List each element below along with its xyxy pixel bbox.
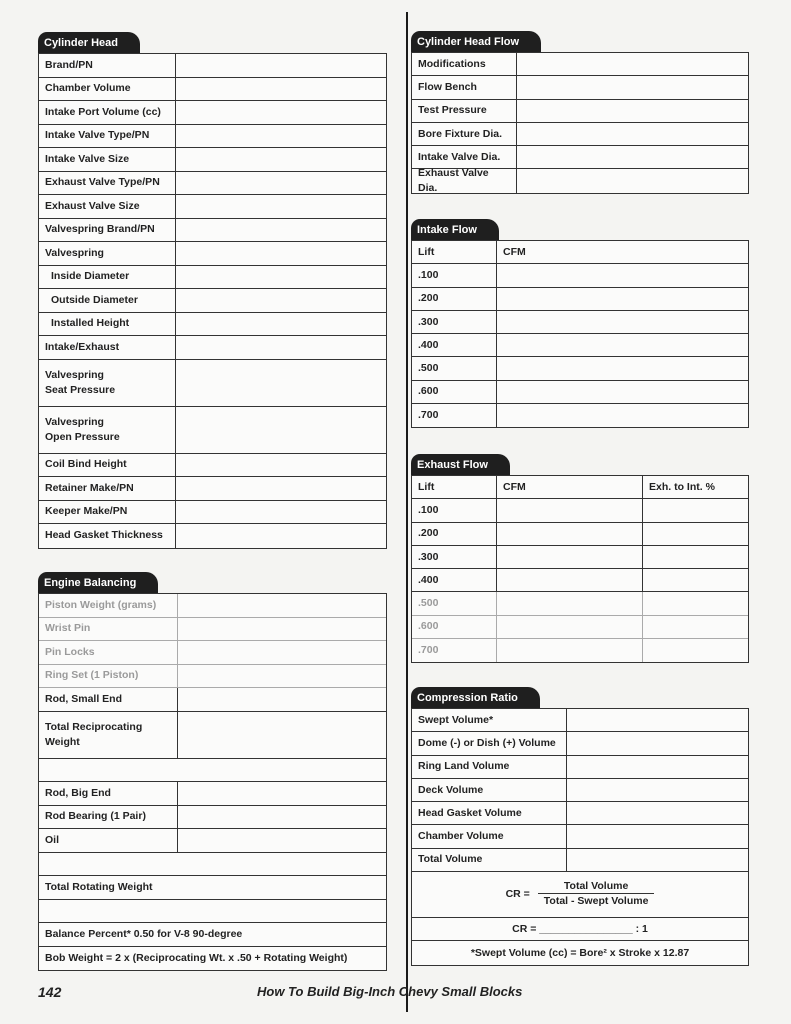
label-cell: .700: [412, 404, 497, 427]
entry-field[interactable]: [567, 709, 748, 731]
entry-field[interactable]: [178, 665, 386, 688]
column-divider: [406, 12, 408, 1012]
table-row: [39, 195, 386, 219]
section-tab: Exhaust Flow: [411, 454, 510, 475]
table-row: [412, 264, 748, 287]
label-cell: Ring Land Volume: [412, 756, 567, 778]
page-number: 142: [38, 984, 62, 1000]
entry-field[interactable]: [567, 732, 748, 754]
entry-field[interactable]: [567, 825, 748, 847]
table-row: [39, 876, 386, 900]
table-row: [39, 242, 386, 266]
table-row: [39, 594, 386, 618]
table-row: [39, 360, 386, 407]
label-cell: .200: [412, 288, 497, 310]
cfm-field[interactable]: [497, 569, 643, 591]
label-cell: .100: [412, 499, 497, 521]
label-cell: Inside Diameter: [39, 266, 176, 289]
label-cell: Intake/Exhaust: [39, 336, 176, 359]
table-row: [39, 947, 386, 971]
column-header: CFM: [503, 245, 526, 258]
label-cell: Head Gasket Thickness: [39, 524, 176, 548]
label-cell: Total Rotating Weight: [45, 880, 153, 893]
engine-balancing-table: [38, 593, 387, 971]
label-cell: Deck Volume: [412, 779, 567, 801]
table-row: [412, 825, 748, 848]
cfm-field[interactable]: [497, 381, 748, 403]
book-title: How To Build Big-Inch Chevy Small Blocks: [257, 984, 523, 999]
table-row: [39, 759, 386, 783]
percent-field[interactable]: [643, 499, 748, 521]
table-row: [39, 501, 386, 525]
table-row: [412, 167, 748, 195]
entry-field[interactable]: [517, 123, 748, 145]
table-row: [412, 404, 748, 427]
table-row: [39, 54, 386, 78]
table-row: [39, 688, 386, 712]
label-cell: Rod, Big End: [39, 782, 178, 805]
entry-field[interactable]: [176, 172, 386, 195]
entry-field[interactable]: [176, 54, 386, 77]
cr-numerator: Total Volume: [538, 880, 655, 894]
entry-field[interactable]: [176, 454, 386, 477]
entry-field[interactable]: [567, 802, 748, 824]
cfm-field[interactable]: [497, 357, 748, 379]
label-cell: Wrist Pin: [39, 618, 178, 641]
entry-field[interactable]: [176, 524, 386, 548]
table-row: [39, 618, 386, 642]
entry-field[interactable]: [176, 148, 386, 171]
table-row: [412, 523, 748, 546]
cfm-field[interactable]: [497, 639, 643, 662]
table-row: [39, 712, 386, 759]
entry-field[interactable]: [178, 688, 386, 711]
entry-field[interactable]: [176, 407, 386, 453]
label-cell: Intake Valve Dia.: [412, 146, 517, 168]
table-row: [39, 148, 386, 172]
table-row: [39, 900, 386, 924]
label-cell: .600: [412, 616, 497, 638]
cr-fraction: [538, 880, 655, 907]
table-row: [39, 289, 386, 313]
percent-field[interactable]: [643, 639, 748, 662]
label-cell: Head Gasket Volume: [412, 802, 567, 824]
table-row: [412, 76, 748, 99]
cfm-field[interactable]: [497, 264, 748, 286]
label-cell: [39, 853, 386, 876]
entry-field[interactable]: [176, 78, 386, 101]
table-row: [39, 853, 386, 877]
label-cell: [39, 759, 386, 782]
table-row: [39, 829, 386, 853]
cfm-field[interactable]: [497, 334, 748, 356]
entry-field[interactable]: [178, 782, 386, 805]
label-cell: .600: [412, 381, 497, 403]
table-row: [412, 123, 748, 146]
table-row: [412, 311, 748, 334]
cfm-field[interactable]: [497, 288, 748, 310]
table-row: [39, 923, 386, 947]
section-tab: Compression Ratio: [411, 687, 540, 708]
table-row: [39, 313, 386, 337]
table-row: [412, 546, 748, 569]
label-cell: Valvespring Seat Pressure: [39, 360, 176, 406]
entry-field[interactable]: [176, 242, 386, 265]
entry-field[interactable]: [176, 501, 386, 524]
entry-field[interactable]: [517, 76, 748, 98]
label-cell: Intake Port Volume (cc): [39, 101, 176, 124]
table-row: [39, 524, 386, 548]
label-cell: Chamber Volume: [412, 825, 567, 847]
entry-field[interactable]: [176, 289, 386, 312]
label-cell: Dome (-) or Dish (+) Volume: [412, 732, 567, 754]
label-cell: Coil Bind Height: [39, 454, 176, 477]
cr-formula-row: [412, 872, 748, 918]
label-cell: Bore Fixture Dia.: [412, 123, 517, 145]
label-cell: .500: [412, 357, 497, 379]
label-cell: Valvespring Brand/PN: [39, 219, 176, 242]
column-header: Exh. to Int. %: [649, 480, 715, 493]
label-cell: Rod Bearing (1 Pair): [39, 806, 178, 829]
intake-flow-table: [411, 240, 749, 428]
table-row: [412, 499, 748, 522]
label-cell: Exhaust Valve Type/PN: [39, 172, 176, 195]
entry-field[interactable]: [517, 100, 748, 122]
label-cell: Brand/PN: [39, 54, 176, 77]
table-row: [39, 454, 386, 478]
cr-result-field[interactable]: CR = ________________ : 1: [512, 922, 648, 935]
column-header: Lift: [412, 476, 497, 498]
table-row: [39, 78, 386, 102]
table-row: [39, 407, 386, 454]
label-cell: Valvespring Open Pressure: [39, 407, 176, 453]
column-header: CFM: [497, 476, 643, 498]
label-cell: .100: [412, 264, 497, 286]
cfm-field[interactable]: [497, 311, 748, 333]
label-cell: Total Volume: [412, 849, 567, 871]
label-cell: Installed Height: [39, 313, 176, 336]
entry-field[interactable]: [176, 360, 386, 406]
section-tab: Cylinder Head: [38, 32, 140, 53]
entry-field[interactable]: [178, 829, 386, 852]
swept-volume-note: *Swept Volume (cc) = Bore² x Stroke x 12.87: [470, 946, 690, 959]
entry-field[interactable]: [176, 195, 386, 218]
compression-ratio-table: [411, 708, 749, 966]
cr-label: CR =: [505, 887, 530, 900]
entry-field[interactable]: [567, 849, 748, 871]
cfm-field[interactable]: [497, 616, 643, 638]
entry-field[interactable]: [176, 219, 386, 242]
cfm-field[interactable]: [497, 499, 643, 521]
label-cell: Bob Weight = 2 x (Reciprocating Wt. x .50 + Rotating Weight): [45, 951, 348, 964]
entry-field[interactable]: [517, 53, 748, 75]
table-row: [39, 101, 386, 125]
label-cell: Oil: [39, 829, 178, 852]
percent-field[interactable]: [643, 616, 748, 638]
table-row: [39, 641, 386, 665]
cr-formula: [412, 880, 748, 907]
footnote-row: [412, 941, 748, 964]
table-row: [39, 806, 386, 830]
cylinder-head-table: [38, 53, 387, 549]
section-tab: Engine Balancing: [38, 572, 158, 593]
cr-denominator: Total - Swept Volume: [543, 895, 649, 908]
label-cell: Pin Locks: [39, 641, 178, 664]
entry-field[interactable]: [176, 477, 386, 500]
table-row: [412, 592, 748, 615]
label-cell: Outside Diameter: [39, 289, 176, 312]
entry-field[interactable]: [567, 756, 748, 778]
entry-field[interactable]: [517, 146, 748, 168]
table-row: [412, 381, 748, 404]
label-cell: .300: [412, 546, 497, 568]
label-cell: Chamber Volume: [39, 78, 176, 101]
table-row: [412, 779, 748, 802]
label-cell: Modifications: [412, 53, 517, 75]
label-cell: Rod, Small End: [39, 688, 178, 711]
table-row: [412, 288, 748, 311]
table-row: [412, 709, 748, 732]
label-cell: Total Reciprocating Weight: [39, 712, 178, 758]
label-cell: .500: [412, 592, 497, 614]
entry-field[interactable]: [178, 618, 386, 641]
table-row: [412, 732, 748, 755]
table-row: [412, 334, 748, 357]
table-row: [412, 802, 748, 825]
percent-field[interactable]: [643, 569, 748, 591]
table-row: [39, 336, 386, 360]
cfm-field[interactable]: [497, 404, 748, 427]
label-cell: Balance Percent* 0.50 for V-8 90-degree: [45, 927, 243, 940]
cfm-field[interactable]: [497, 592, 643, 614]
table-row: [412, 53, 748, 76]
entry-field[interactable]: [176, 313, 386, 336]
label-cell: Valvespring: [39, 242, 176, 265]
label-cell: Exhaust Valve Dia.: [412, 169, 517, 192]
label-cell: Keeper Make/PN: [39, 501, 176, 524]
table-row: [39, 219, 386, 243]
table-row: [412, 616, 748, 639]
table-row: [39, 665, 386, 689]
label-cell: Intake Valve Type/PN: [39, 125, 176, 148]
table-row: [412, 569, 748, 592]
table-row: [39, 782, 386, 806]
table-row: [39, 477, 386, 501]
entry-field[interactable]: [517, 169, 748, 192]
table-row: [39, 266, 386, 290]
cfm-field[interactable]: [497, 523, 643, 545]
table-row: [412, 357, 748, 380]
cr-result-row: [412, 918, 748, 941]
section-tab: Intake Flow: [411, 219, 499, 240]
label-cell: Intake Valve Size: [39, 148, 176, 171]
percent-field[interactable]: [643, 592, 748, 614]
label-cell: Ring Set (1 Piston): [39, 665, 178, 688]
cfm-field[interactable]: [497, 546, 643, 568]
entry-field[interactable]: [176, 336, 386, 359]
entry-field[interactable]: [567, 779, 748, 801]
header-row: [412, 241, 748, 264]
label-cell: .300: [412, 311, 497, 333]
table-row: [39, 125, 386, 149]
entry-field[interactable]: [178, 594, 386, 617]
table-row: [412, 849, 748, 872]
percent-field[interactable]: [643, 546, 748, 568]
exhaust-flow-table: [411, 475, 749, 663]
entry-field[interactable]: [178, 712, 386, 758]
label-cell: Swept Volume*: [412, 709, 567, 731]
header-row: [412, 476, 748, 499]
label-cell: .700: [412, 639, 497, 662]
label-cell: .200: [412, 523, 497, 545]
entry-field[interactable]: [176, 266, 386, 289]
table-row: [412, 100, 748, 123]
section-tab: Cylinder Head Flow: [411, 31, 541, 52]
entry-field[interactable]: [178, 806, 386, 829]
entry-field[interactable]: [176, 125, 386, 148]
entry-field[interactable]: [176, 101, 386, 124]
column-header: Lift: [412, 241, 497, 263]
label-cell: Piston Weight (grams): [39, 594, 178, 617]
label-cell: Exhaust Valve Size: [39, 195, 176, 218]
percent-field[interactable]: [643, 523, 748, 545]
table-row: [412, 639, 748, 662]
entry-field[interactable]: [178, 641, 386, 664]
label-cell: Flow Bench: [412, 76, 517, 98]
label-cell: Test Pressure: [412, 100, 517, 122]
label-cell: [39, 900, 386, 923]
cylinder-head-flow-table: [411, 52, 749, 194]
label-cell: .400: [412, 569, 497, 591]
table-row: [39, 172, 386, 196]
label-cell: Retainer Make/PN: [39, 477, 176, 500]
label-cell: .400: [412, 334, 497, 356]
table-row: [412, 756, 748, 779]
